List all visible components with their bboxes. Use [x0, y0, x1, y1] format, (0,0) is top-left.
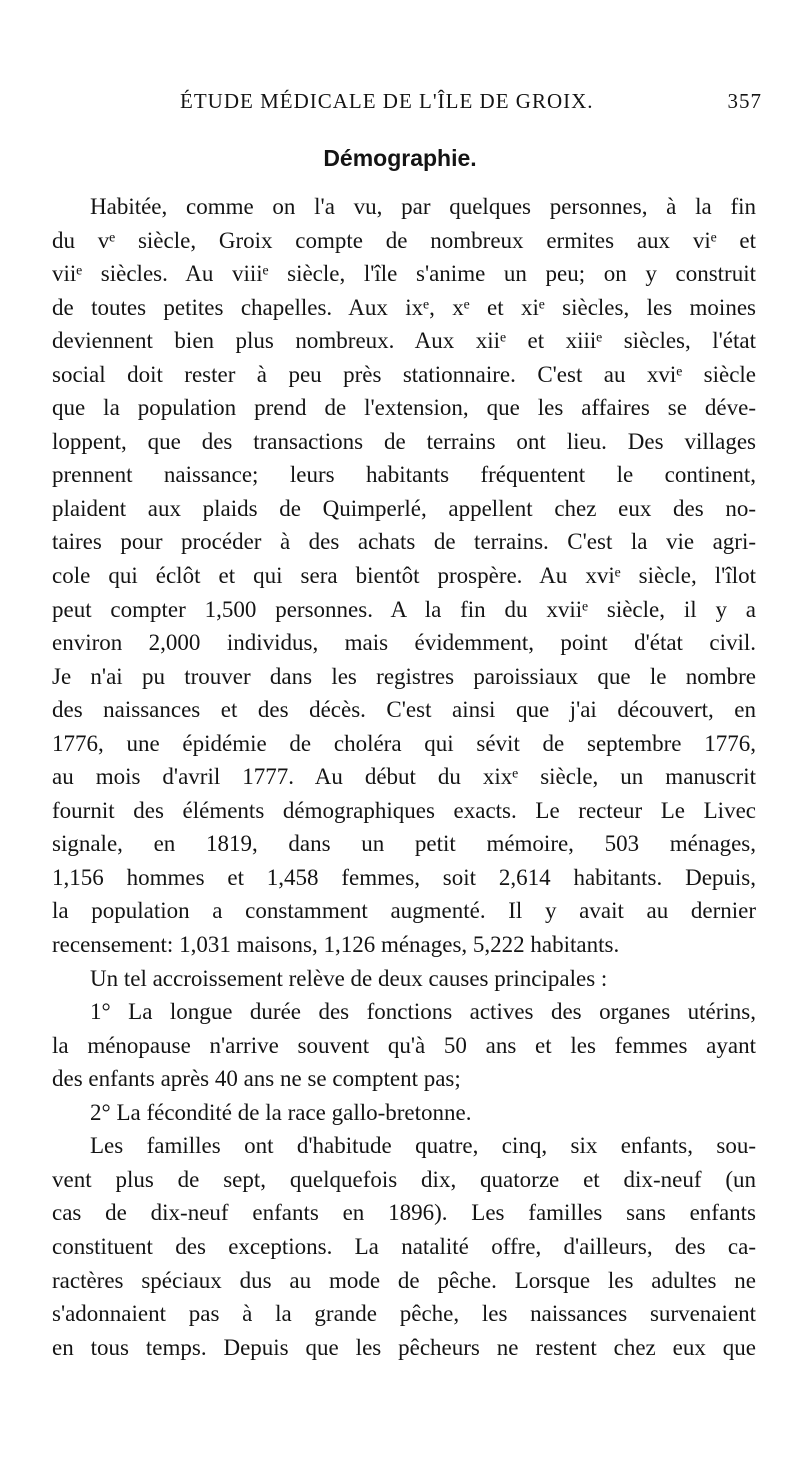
- text-line: fournit des éléments démographiques exacts. Le recteur Le Livec: [52, 797, 756, 823]
- text-line: deviennent bien plus nombreux. Aux xiiᵉ et xiiiᵉ siècles, l'état: [52, 328, 756, 354]
- text-line: taires pour procéder à des achats de terrains. C'est la vie agri-: [52, 529, 756, 555]
- text-line: Les familles ont d'habitude quatre, cinq, six enfants, sou-: [90, 1133, 756, 1159]
- text-line: loppent, que des transactions de terrains ont lieu. Des villages: [52, 428, 756, 454]
- running-title: ÉTUDE MÉDICALE DE L'ÎLE DE GROIX.: [180, 89, 594, 113]
- text-line: des enfants après 40 ans ne se comptent pas;: [52, 1066, 461, 1092]
- text-line: la population a constamment augmenté. Il y avait au dernier: [52, 898, 756, 924]
- text-line: Je n'ai pu trouver dans les registres paroissiaux que le nombre: [52, 663, 756, 689]
- text-line: constituent des exceptions. La natalité offre, d'ailleurs, des ca-: [52, 1233, 756, 1259]
- text-line: recensement: 1,031 maisons, 1,126 ménages, 5,222 habitants.: [52, 932, 620, 958]
- text-line: au mois d'avril 1777. Au début du xixᵉ siècle, un manuscrit: [52, 764, 756, 790]
- text-line: cole qui éclôt et qui sera bientôt prospère. Au xviᵉ siècle, l'îlot: [52, 563, 756, 589]
- text-line: ractères spéciaux dus au mode de pêche. Lorsque les adultes ne: [52, 1267, 756, 1293]
- text-line: prennent naissance; leurs habitants fréquentent le continent,: [52, 462, 756, 488]
- text-line: de toutes petites chapelles. Aux ixᵉ, xᵉ et xiᵉ siècles, les moines: [52, 294, 756, 320]
- text-line: peut compter 1,500 personnes. A la fin du xviiᵉ siècle, il y a: [52, 596, 756, 622]
- text-line: la ménopause n'arrive souvent qu'à 50 ans et les femmes ayant: [52, 1032, 756, 1058]
- text-line: 1° La longue durée des fonctions actives des organes utérins,: [90, 999, 756, 1025]
- text-line: 1,156 hommes et 1,458 femmes, soit 2,614 habitants. Depuis,: [52, 864, 756, 890]
- body-text: [52, 190, 756, 1364]
- text-line: plaident aux plaids de Quimperlé, appellent chez eux des no-: [52, 495, 756, 521]
- text-line: environ 2,000 individus, mais évidemment, point d'état civil.: [52, 630, 756, 656]
- text-line: Un tel accroissement relève de deux causes principales :: [90, 965, 608, 991]
- text-line: social doit rester à peu près stationnaire. C'est au xviᵉ siècle: [52, 361, 756, 387]
- text-line: signale, en 1819, dans un petit mémoire, 503 ménages,: [52, 831, 756, 857]
- text-line: 2° La fécondité de la race gallo-bretonne.: [90, 1099, 472, 1125]
- text-line: Habitée, comme on l'a vu, par quelques personnes, à la fin: [90, 194, 756, 219]
- page-number: 357: [727, 89, 762, 113]
- text-line: 1776, une épidémie de choléra qui sévit de septembre 1776,: [52, 730, 756, 756]
- text-line: des naissances et des décès. C'est ainsi que j'ai découvert, en: [52, 697, 756, 723]
- text-line: que la population prend de l'extension, que les affaires se déve-: [52, 395, 756, 421]
- text-line: cas de dix-neuf enfants en 1896). Les familles sans enfants: [52, 1200, 756, 1226]
- text-line: viiᵉ siècles. Au viiiᵉ siècle, l'île s'anime un peu; on y construit: [52, 261, 756, 287]
- text-line: du vᵉ siècle, Groix compte de nombreux ermites aux viᵉ et: [52, 227, 756, 253]
- section-title: Démographie.: [323, 145, 477, 171]
- text-line: s'adonnaient pas à la grande pêche, les naissances survenaient: [52, 1301, 756, 1327]
- text-line: en tous temps. Depuis que les pêcheurs ne restent chez eux que: [52, 1334, 756, 1360]
- text-line: vent plus de sept, quelquefois dix, quatorze et dix-neuf (un: [52, 1166, 756, 1192]
